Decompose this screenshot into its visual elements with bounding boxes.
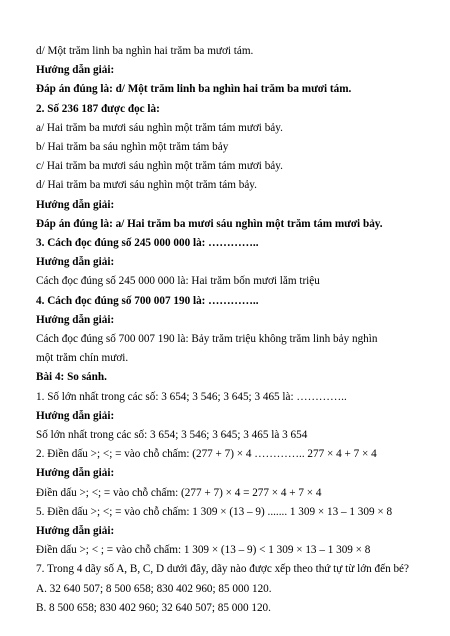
text-line: c/ Hai trăm ba mươi sáu nghìn một trăm tám mươi bảy. bbox=[36, 160, 283, 173]
text-line: d/ Hai trăm ba mươi sáu nghìn một trăm tám bảy. bbox=[36, 179, 257, 192]
text-line: d/ Một trăm linh ba nghìn hai trăm ba mươi tám. bbox=[36, 45, 254, 57]
question-heading: 2. Số 236 187 được đọc là: bbox=[36, 102, 160, 115]
text-line: 7. Trong 4 dãy số A, B, C, D dưới đây, dãy nào được xếp theo thứ tự từ lớn đến bé? bbox=[36, 563, 409, 576]
question-heading: 4. Cách đọc đúng số 700 007 190 là: ………….. bbox=[36, 294, 259, 307]
text-line: 5. Điền dấu >; <; = vào chỗ chấm: 1 309 × (13 – 9) ....... 1 309 × 13 – 1 309 × 8 bbox=[36, 505, 393, 518]
text-line: Số lớn nhất trong các số: 3 654; 3 546; 3 645; 3 465 là 3 654 bbox=[36, 429, 308, 441]
solution-heading: Hướng dẫn giải: bbox=[36, 409, 115, 422]
text-line: Cách đọc đúng số 245 000 000 là: Hai trăm bốn mươi lăm triệu bbox=[36, 275, 320, 288]
text-line: a/ Hai trăm ba mươi sáu nghìn một trăm tám mươi bảy. bbox=[36, 121, 283, 134]
text-line: b/ Hai trăm ba sáu nghìn một trăm tám bảy bbox=[36, 141, 229, 153]
question-heading: 3. Cách đọc đúng số 245 000 000 là: ………….. bbox=[36, 237, 259, 249]
solution-heading: Hướng dẫn giải: bbox=[36, 64, 115, 77]
text-line: Điền dấu >; <; = vào chỗ chấm: (277 + 7) × 4 = 277 × 4 + 7 × 4 bbox=[36, 486, 322, 499]
text-line: Cách đọc đúng số 700 007 190 là: Bảy trăm triệu không trăm linh bảy nghìn bbox=[36, 333, 378, 345]
solution-heading: Hướng dẫn giải: bbox=[36, 525, 115, 537]
answer-line: Đáp án đúng là: a/ Hai trăm ba mươi sáu nghìn một trăm tám mươi bảy. bbox=[36, 217, 383, 230]
text-line: 2. Điền dấu >; <; = vào chỗ chấm: (277 + 7) × 4 ………….. 277 × 4 + 7 × 4 bbox=[36, 448, 377, 461]
solution-heading: Hướng dẫn giải: bbox=[36, 313, 115, 326]
text-line: A. 32 640 507; 8 500 658; 830 402 960; 85 000 120. bbox=[36, 582, 272, 595]
answer-line: Đáp án đúng là: d/ Một trăm linh ba nghìn hai trăm ba mươi tám. bbox=[36, 83, 352, 96]
text-line: 1. Số lớn nhất trong các số: 3 654; 3 546; 3 645; 3 465 là: ………….. bbox=[36, 390, 347, 403]
solution-heading: Hướng dẫn giải: bbox=[36, 467, 115, 480]
text-line: một trăm chín mươi. bbox=[36, 352, 129, 365]
text-line: B. 8 500 658; 830 402 960; 32 640 507; 85 000 120. bbox=[36, 601, 271, 614]
question-heading: Bài 4: So sánh. bbox=[36, 371, 107, 384]
solution-heading: Hướng dẫn giải: bbox=[36, 198, 115, 211]
text-line: Điền dấu >; < ; = vào chỗ chấm: 1 309 × (13 – 9) < 1 309 × 13 – 1 309 × 8 bbox=[36, 544, 371, 557]
solution-heading: Hướng dẫn giải: bbox=[36, 256, 115, 269]
